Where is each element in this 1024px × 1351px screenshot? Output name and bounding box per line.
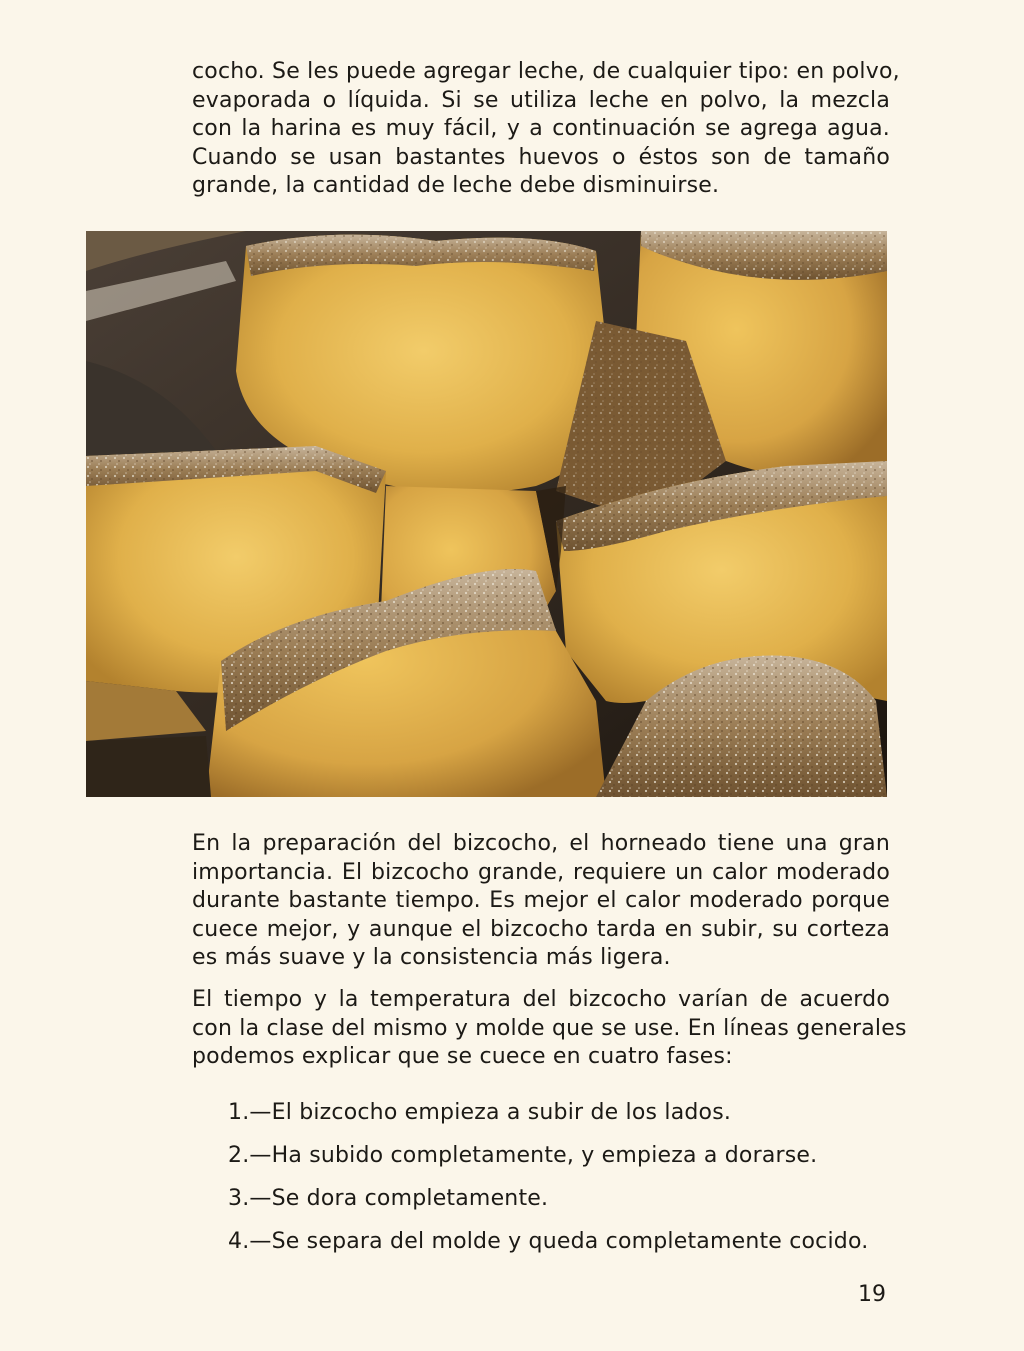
text-line: Cuando se usan bastantes huevos o éstos son de tamaño (192, 144, 890, 170)
text-line: es más suave y la consistencia más ligera. (192, 945, 671, 970)
text-line: con la clase del mismo y molde que se use. En líneas generales (192, 1015, 907, 1041)
page-number: 19 (858, 1282, 886, 1307)
text-line: con la harina es muy fácil, y a continuación se agrega agua. (192, 116, 890, 141)
text-line: cuece mejor, y aunque el bizcocho tarda en subir, su corteza (192, 916, 890, 942)
list-item: 1.—El bizcocho empieza a subir de los lados. (228, 1100, 732, 1125)
text-line: importancia. El bizcocho grande, requiere un calor moderado (192, 859, 890, 885)
phases-paragraph (192, 986, 907, 1072)
text-line: durante bastante tiempo. Es mejor el calor moderado porque (192, 888, 890, 913)
intro-paragraph (192, 58, 900, 201)
text-line: grande, la cantidad de leche debe disminuirse. (192, 173, 720, 198)
text-line: En la preparación del bizcocho, el horneado tiene una gran (192, 831, 890, 856)
text-line: El tiempo y la temperatura del bizcocho varían de acuerdo (192, 987, 890, 1012)
text-line: cocho. Se les puede agregar leche, de cualquier tipo: en polvo, (192, 59, 900, 84)
baking-paragraph (192, 830, 890, 973)
text-line: podemos explicar que se cuece en cuatro fases: (192, 1044, 733, 1069)
text-line: evaporada o líquida. Si se utiliza leche en polvo, la mezcla (192, 87, 890, 113)
list-item: 3.—Se dora completamente. (228, 1186, 549, 1211)
sponge-cake-photo (86, 231, 887, 797)
list-item: 2.—Ha subido completamente, y empieza a dorarse. (228, 1143, 818, 1168)
list-item: 4.—Se separa del molde y queda completamente cocido. (228, 1229, 869, 1254)
baking-phases-list (228, 1096, 898, 1268)
